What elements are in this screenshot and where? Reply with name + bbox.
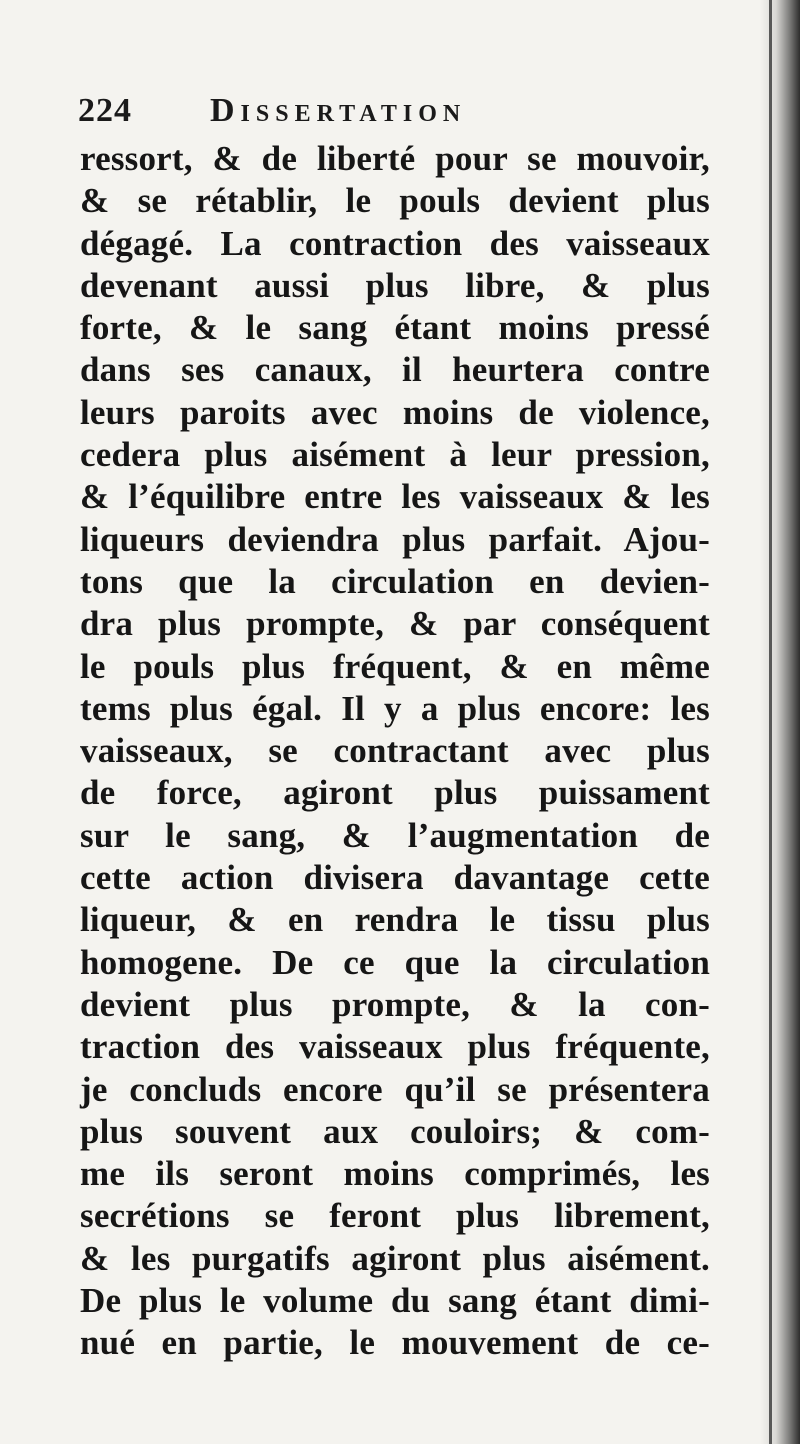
- text-line: & les purgatifs agiront plus aisément.: [80, 1238, 710, 1278]
- text-line: devenant aussi plus libre, & plus: [80, 265, 710, 305]
- text-line: & se rétablir, le pouls devient plus: [80, 181, 710, 221]
- text-line: dégagé. La contraction des vaisseaux: [80, 223, 710, 263]
- text-line: traction des vaisseaux plus fréquente,: [80, 1027, 710, 1067]
- page-number: 224: [78, 92, 132, 129]
- text-line: dra plus prompte, & par conséquent: [80, 604, 710, 644]
- text-line: de force, agiront plus puissament: [80, 773, 710, 813]
- page-header: [78, 92, 718, 136]
- text-line: le pouls plus fréquent, & en même: [80, 646, 710, 686]
- text-line: me ils seront moins comprimés, les: [80, 1154, 710, 1194]
- text-line: tems plus égal. Il y a plus encore: les: [80, 688, 710, 728]
- text-line: leurs paroits avec moins de violence,: [80, 392, 710, 432]
- text-line: vaisseaux, se contractant avec plus: [80, 731, 710, 771]
- text-line: plus souvent aux couloirs; & com-: [80, 1111, 710, 1151]
- text-line: & l’équilibre entre les vaisseaux & les: [80, 477, 710, 517]
- text-line: forte, & le sang étant moins pressé: [80, 308, 710, 348]
- body-text: [80, 138, 710, 1365]
- text-line: liqueurs deviendra plus parfait. Ajou-: [80, 519, 710, 559]
- text-line: tons que la circulation en devien-: [80, 561, 710, 601]
- text-line: dans ses canaux, il heurtera contre: [80, 350, 710, 390]
- text-line: cedera plus aisément à leur pression,: [80, 435, 710, 475]
- text-line: secrétions se feront plus librement,: [80, 1196, 710, 1236]
- text-line: nué en partie, le mouvement de ce-: [80, 1323, 710, 1363]
- text-line: devient plus prompte, & la con-: [80, 984, 710, 1024]
- binding-shadow: [760, 0, 800, 1444]
- text-line: liqueur, & en rendra le tissu plus: [80, 900, 710, 940]
- text-line: De plus le volume du sang étant dimi-: [80, 1281, 710, 1321]
- text-line: cette action divisera davantage cette: [80, 858, 710, 898]
- text-line: homogene. De ce que la circulation: [80, 942, 710, 982]
- text-line: sur le sang, & l’augmentation de: [80, 815, 710, 855]
- text-line: ressort, & de liberté pour se mouvoir,: [80, 139, 710, 178]
- text-line: je concluds encore qu’il se présentera: [80, 1069, 710, 1109]
- running-title: Dissertation: [210, 92, 467, 129]
